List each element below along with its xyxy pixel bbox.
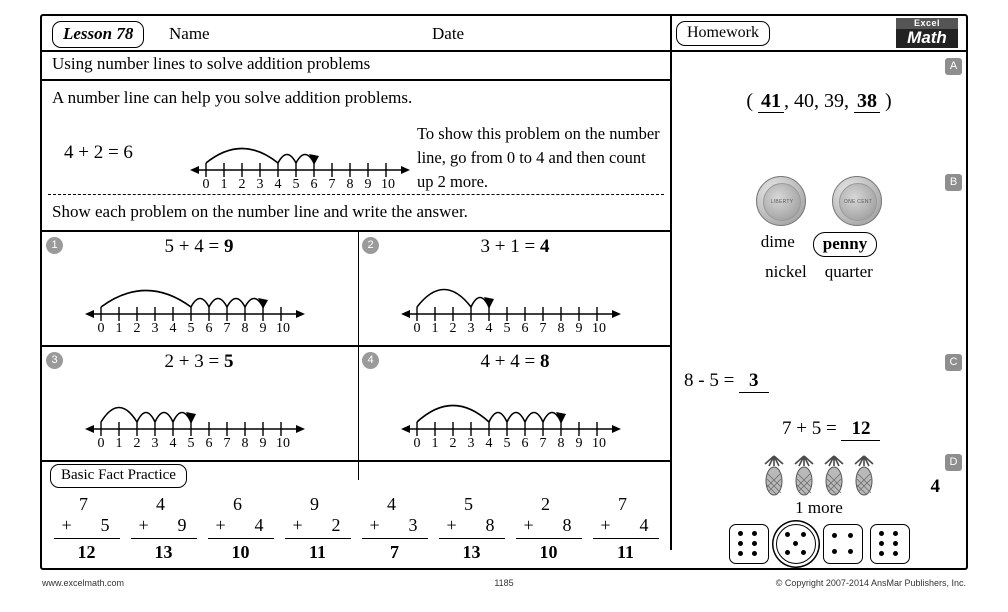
fact-8-operator: + [600,515,611,535]
svg-text:4: 4 [169,436,177,447]
svg-text:2: 2 [133,436,141,447]
svg-text:1: 1 [115,321,123,332]
coin-images [672,176,966,226]
fact-1-answer[interactable]: 12 [77,542,96,562]
section-d-caption: 1 more [795,498,843,517]
basic-fact-tab: Basic Fact Practice [50,464,187,488]
excel-math-logo [896,18,958,48]
svg-text:7: 7 [328,177,336,188]
homework-column [672,50,966,550]
coin-option-quarter[interactable]: quarter [824,262,873,281]
footer-website: www.excelmath.com [42,578,125,588]
fact-3-bottom [208,515,274,539]
svg-text:6: 6 [521,436,529,447]
problem-2-number: 2 [362,237,379,254]
svg-text:9: 9 [575,436,583,447]
name-label: Name [169,24,210,43]
coin-option-dime[interactable]: dime [760,232,795,251]
example-equation: 4 + 2 = 6 [64,142,133,163]
svg-text:6: 6 [205,321,213,332]
lesson-tab: Lesson 78 [52,21,144,48]
svg-text:0: 0 [413,321,421,332]
svg-text:7: 7 [539,321,547,332]
penny-face-text: LIBERTY [763,183,801,221]
svg-text:0: 0 [413,436,421,447]
logo-math-text: Math [896,29,958,48]
svg-text:1: 1 [431,321,439,332]
section-c-expression-1: 8 - 5 = [684,370,740,391]
fact-1-addend: 5 [100,515,110,535]
svg-text:1: 1 [431,436,439,447]
problem-2-answer[interactable]: 4 [539,236,550,257]
problem-4-expression: 4 + 4 = [480,351,540,372]
problem-3-number: 3 [46,352,63,369]
coin-option-penny[interactable]: penny [813,232,877,257]
svg-text:5: 5 [187,321,195,332]
pineapple-icon [821,454,847,496]
fact-5-answer[interactable]: 7 [390,542,399,562]
fact-5-operator: + [369,515,380,535]
problem-4 [358,347,672,460]
coin-word-row-1 [672,232,966,257]
fact-3-addend: 4 [254,515,264,535]
problem-3 [42,347,356,460]
svg-text:7: 7 [223,321,231,332]
svg-text:8: 8 [241,321,249,332]
pineapple-icon [791,454,817,496]
problem-1-answer[interactable]: 9 [223,236,234,257]
fact-8-bottom [593,515,659,539]
section-a-badge: A [945,58,962,75]
fact-6 [439,494,505,563]
svg-text:4: 4 [485,321,493,332]
fact-6-top: 5 [464,494,473,514]
svg-text:3: 3 [467,436,475,447]
intro-text: A number line can help you solve addition problems. [52,88,413,107]
problem-4-number: 4 [362,352,379,369]
worksheet-header [42,16,966,50]
svg-text:9: 9 [364,177,372,188]
die-5-selected[interactable] [776,524,816,564]
svg-text:8: 8 [557,321,565,332]
problem-3-number-line[interactable] [85,381,313,447]
fact-7-bottom [516,515,582,539]
problem-1-number-line[interactable] [85,266,313,332]
svg-text:10: 10 [276,321,290,332]
example-number-line [190,132,418,188]
problem-1-equation [42,236,356,258]
sequence-close-paren: ) [885,90,892,112]
svg-text:7: 7 [223,436,231,447]
svg-text:3: 3 [256,177,264,188]
facts-row [48,494,664,563]
section-b-badge: B [945,174,962,191]
problem-4-number-line[interactable] [401,381,629,447]
fact-7-answer[interactable]: 10 [539,542,558,562]
svg-text:10: 10 [592,436,606,447]
problem-4-equation [358,351,672,373]
homework-tab: Homework [676,21,770,46]
fact-1-top: 7 [79,494,88,514]
section-c-badge: C [945,354,962,371]
footer-page-number: 1185 [494,578,514,588]
fact-4-addend: 2 [331,515,341,535]
fact-5-top: 4 [387,494,396,514]
svg-text:2: 2 [449,436,457,447]
fact-1 [54,494,120,563]
problem-3-answer[interactable]: 5 [223,351,234,372]
fact-7-addend: 8 [562,515,572,535]
fact-3-answer[interactable]: 10 [231,542,250,562]
svg-text:1: 1 [220,177,228,188]
sequence-blank-2[interactable]: 38 [854,90,880,113]
fact-5-bottom [362,515,428,539]
svg-text:4: 4 [169,321,177,332]
footer-copyright: © Copyright 2007-2014 AnsMar Publishers, Inc. [775,578,966,588]
section-c-answer-2[interactable]: 12 [841,418,880,441]
fact-3 [208,494,274,563]
fact-4 [285,494,351,563]
svg-text:2: 2 [133,321,141,332]
svg-text:9: 9 [259,436,267,447]
dice-group [672,524,966,564]
svg-text:5: 5 [187,436,195,447]
svg-text:10: 10 [381,177,395,188]
fact-8-answer[interactable]: 11 [616,542,634,562]
fact-2 [131,494,197,563]
svg-text:3: 3 [467,321,475,332]
svg-text:8: 8 [346,177,354,188]
problem-2 [358,232,672,345]
fact-4-operator: + [292,515,303,535]
svg-text:6: 6 [521,321,529,332]
fact-6-operator: + [446,515,457,535]
problem-3-expression: 2 + 3 = [164,351,224,372]
problem-1 [42,232,356,345]
sequence-open-paren: ( [746,90,753,112]
svg-text:3: 3 [151,436,159,447]
fact-4-answer[interactable]: 11 [308,542,326,562]
fact-7-operator: + [523,515,534,535]
fact-8 [593,494,659,563]
fact-2-bottom [131,515,197,539]
fact-1-bottom [54,515,120,539]
fact-8-top: 7 [618,494,627,514]
fact-4-top: 9 [310,494,319,514]
fact-3-top: 6 [233,494,242,514]
lesson-title: Using number lines to solve addition problems [52,54,371,73]
svg-text:7: 7 [539,436,547,447]
coin-option-nickel[interactable]: nickel [765,262,807,281]
fact-6-bottom [439,515,505,539]
penny-reverse-coin-icon [832,176,882,226]
svg-text:4: 4 [485,436,493,447]
coin-word-choices [672,232,966,287]
fact-2-answer[interactable]: 13 [154,542,173,562]
svg-text:3: 3 [151,321,159,332]
fact-6-addend: 8 [485,515,495,535]
fact-5-addend: 3 [408,515,418,535]
homework-section-a [672,50,966,164]
svg-text:6: 6 [310,177,318,188]
problem-1-number: 1 [46,237,63,254]
pineapple-icon [761,454,787,496]
problem-3-equation [42,351,356,373]
section-c-problem-1 [684,370,769,392]
svg-text:1: 1 [115,436,123,447]
sequence-middle: , 40, 39, [784,90,854,112]
section-dashed-divider [48,194,664,195]
worksheet-sheet [40,14,968,570]
basic-fact-practice [42,462,670,582]
svg-text:5: 5 [503,321,511,332]
svg-text:8: 8 [557,436,565,447]
svg-text:0: 0 [97,321,105,332]
svg-text:2: 2 [238,177,246,188]
sequence-blank-1[interactable]: 41 [758,90,784,113]
left-column [42,50,670,562]
svg-text:0: 0 [202,177,210,188]
die-6[interactable] [729,524,769,564]
problem-2-equation [358,236,672,258]
svg-text:5: 5 [503,436,511,447]
date-label: Date [432,24,465,43]
fact-5 [362,494,428,563]
fact-6-answer[interactable]: 13 [462,542,481,562]
problem-2-expression: 3 + 1 = [480,236,540,257]
penny-coin-icon [756,176,806,226]
svg-text:4: 4 [274,177,282,188]
svg-text:2: 2 [449,321,457,332]
penny-reverse-text: ONE CENT [839,183,877,221]
section-d-badge: D [945,454,962,471]
fact-2-addend: 9 [177,515,187,535]
homework-section-d [672,418,966,584]
problem-1-expression: 5 + 4 = [164,236,224,257]
section-c-expression-2: 7 + 5 = [782,418,842,439]
fact-2-operator: + [138,515,149,535]
fact-3-operator: + [215,515,226,535]
pineapple-icon [851,454,877,496]
svg-text:10: 10 [276,436,290,447]
section-c-answer-1[interactable]: 3 [739,370,769,393]
homework-section-b [672,166,966,312]
svg-text:9: 9 [259,321,267,332]
svg-text:9: 9 [575,321,583,332]
problem-2-number-line[interactable] [401,266,629,332]
svg-text:6: 6 [205,436,213,447]
svg-text:0: 0 [97,436,105,447]
fact-2-top: 4 [156,494,165,514]
problem-4-answer[interactable]: 8 [539,351,550,372]
fact-4-bottom [285,515,351,539]
fact-7 [516,494,582,563]
coin-word-row-2 [672,262,966,282]
die-6-second[interactable] [870,524,910,564]
fact-1-operator: + [61,515,72,535]
title-divider [42,79,670,81]
fact-8-addend: 4 [639,515,649,535]
fact-7-top: 2 [541,494,550,514]
svg-text:5: 5 [292,177,300,188]
die-4[interactable] [823,524,863,564]
pineapple-group [672,454,966,496]
practice-instruction: Show each problem on the number line and write the answer. [52,202,468,221]
section-d-answer[interactable]: 4 [930,476,940,497]
svg-text:8: 8 [241,436,249,447]
svg-text:10: 10 [592,321,606,332]
section-a-sequence [672,90,966,113]
example-explanation: To show this problem on the number line, go from 0 to 4 and then count up 2 more. [417,124,660,191]
logo-excel-text: Excel [896,18,958,29]
